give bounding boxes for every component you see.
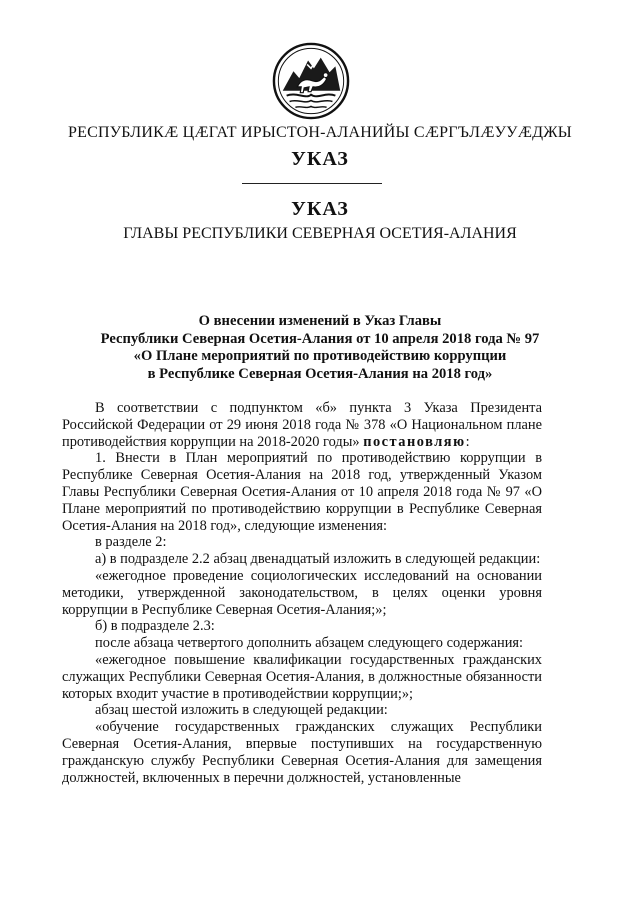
after-fourth-paragraph: после абзаца четвертого дополнить абзацем следующего содержания: [95, 635, 524, 652]
glava-title: ГЛАВЫ РЕСПУБЛИКИ СЕВЕРНАЯ ОСЕТИЯ-АЛАНИЯ [123, 225, 517, 242]
decree-title-line: «О Плане мероприятий по противодействию коррупции [133, 348, 507, 364]
decree-body [62, 400, 542, 786]
preamble-colon: : [465, 433, 470, 450]
preamble-text: В соответствии с подпунктом «б» пункта 3 Указа Президента Российской Федерации от 29 июня 2018 года № 378 «О Национальном плане противодействия коррупции на 2018-2020 годы» [62, 400, 542, 450]
heading-divider [242, 183, 382, 184]
postanovlyayu-word: постановляю [363, 433, 466, 450]
ukaz-heading-ossetian: УКАЗ [291, 148, 349, 170]
ukaz-heading-russian: УКАЗ [291, 198, 349, 220]
item-b-quote-paragraph: «ежегодное повышение квалификации государственных гражданских служащих Республики Северная Осетия-Алания, в должностные обязанности которых входит участие в противодействии коррупции;»; [62, 651, 542, 702]
ossetian-title: РЕСПУБЛИКӔ ЦӔГАТ ИРЫСТОН-АЛАНИЙЫ СӔРГЪЛӔУУӔДЖЫ [68, 124, 572, 141]
decree-title [60, 313, 580, 383]
section-2-paragraph: в разделе 2: [95, 534, 167, 551]
item-b-paragraph: б) в подразделе 2.3: [95, 618, 215, 635]
item-1-paragraph: 1. Внести в План мероприятий по противодействию коррупции в Республике Северная Осетия-Алания на 2018 год, утвержденный Указом Главы Республики Северная Осетия-Алания от 10 апреля 2018 года № 97 «О Плане мероприятий по противодействию коррупции в Республике Северная Осетия-Алания на 2018 год», следующие изменения: [62, 450, 542, 534]
sixth-paragraph: абзац шестой изложить в следующей редакции: [95, 702, 388, 719]
decree-title-line: в Республике Северная Осетия-Алания на 2018 год» [147, 365, 493, 382]
coat-of-arms-icon [272, 42, 350, 120]
item-a-quote-paragraph: «ежегодное проведение социологических исследований на основании методики, утвержденной законодательством, в целях оценки уровня коррупции в Республике Северная Осетия-Алания;»; [62, 567, 542, 618]
decree-title-line: Республики Северная Осетия-Алания от 10 апреля 2018 года № 97 [100, 330, 540, 347]
decree-title-line: О внесении изменений в Указ Главы [198, 313, 442, 329]
training-paragraph: «обучение государственных гражданских служащих Республики Северная Осетия-Алания, впервые поступивших на государственную гражданскую службу Республики Северная Осетия-Алания для замещения должностей, включенных в перечни должностей, установленные [62, 719, 542, 786]
preamble-paragraph [62, 400, 542, 450]
item-a-paragraph: а) в подразделе 2.2 абзац двенадцатый изложить в следующей редакции: [95, 551, 541, 568]
